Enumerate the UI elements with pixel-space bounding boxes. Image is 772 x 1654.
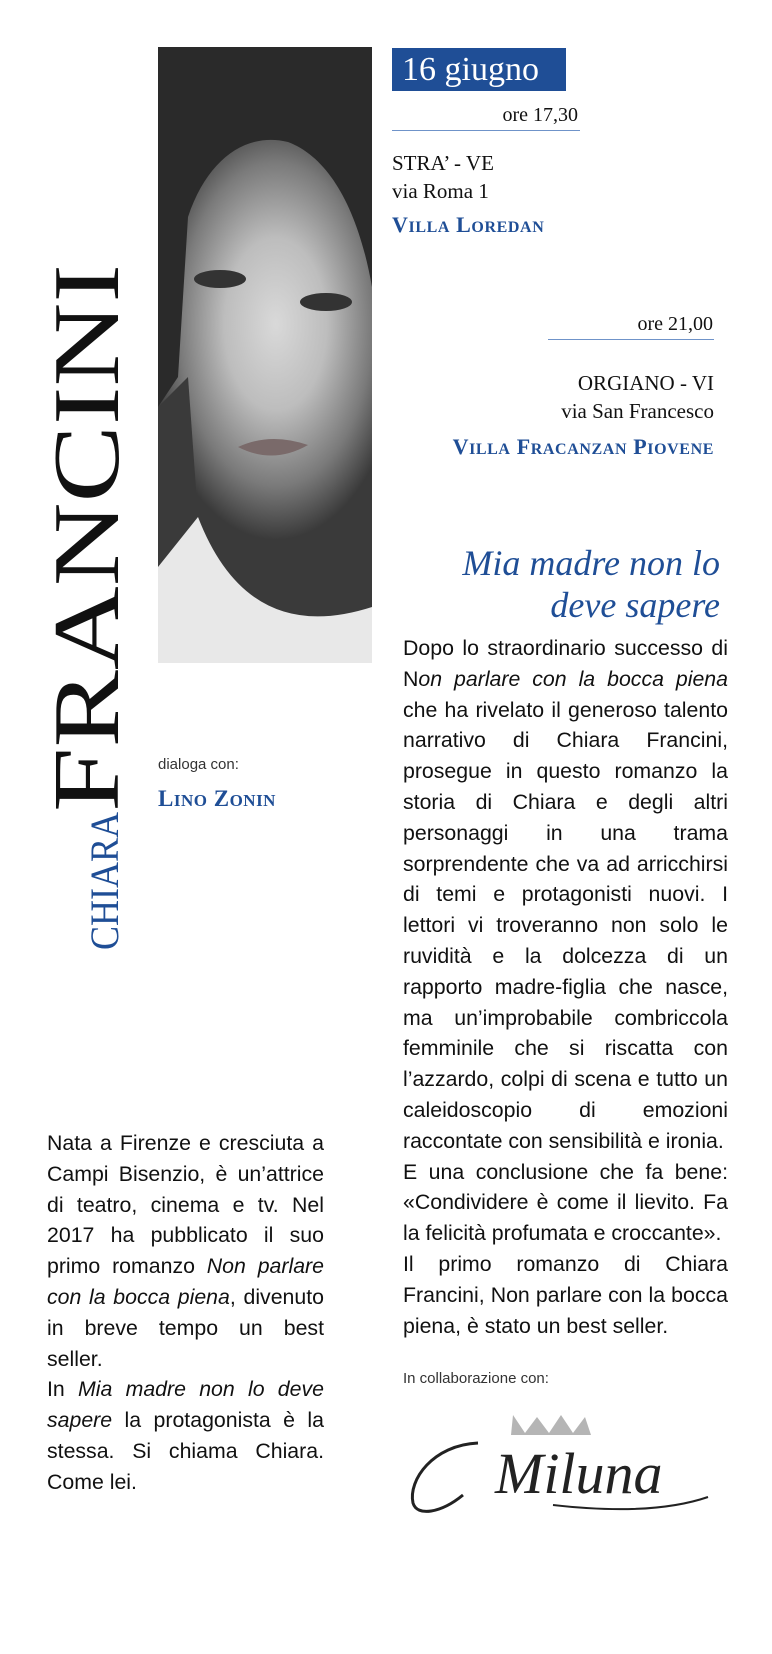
bio-paragraph: Nata a Firenze e cresciuta a Campi Bisenzio, è un’attrice di teatro, cinema e tv. Nel 2017 ha pubblicato il suo primo romanzo Non parlare con la bocca piena, divenuto in breve tempo un best seller. <box>47 1131 325 1371</box>
author-bio <box>47 1128 324 1498</box>
event2-town: ORGIANO - VI <box>577 371 714 395</box>
book-title: Mia madre non lo deve sapere <box>462 543 720 625</box>
book-description <box>403 633 728 1341</box>
event1-time: ore 17,30 <box>502 104 578 126</box>
event1-venue: VILLA LOREDAN <box>392 212 545 237</box>
event1-town: STRA’ - VE <box>392 151 494 175</box>
event2-address: via San Francesco <box>561 399 714 423</box>
event2-venue: VILLA FRACANZAN PIOVENE <box>452 434 714 459</box>
date-badge: 16 giugno <box>392 48 566 91</box>
event2-rule <box>548 339 714 340</box>
dialoga-label: dialoga con: <box>158 756 239 773</box>
event1-address: via Roma 1 <box>392 179 489 203</box>
bio-paragraph: In Mia madre non lo deve sapere la protagonista è la stessa. Si chiama Chiara. Come lei. <box>47 1377 324 1494</box>
author-first-name: CHIARA <box>82 796 127 950</box>
svg-text:Miluna: Miluna <box>495 1441 663 1506</box>
dialoga-guest-name: LINO ZONIN <box>158 786 276 811</box>
author-portrait <box>158 47 372 663</box>
description-paragraph: Il primo romanzo di Chiara Francini, Non parlare con la bocca piena, è stato un best seller. <box>403 1251 728 1338</box>
author-last-name: FRANCINI <box>35 368 139 812</box>
miluna-logo <box>403 1405 723 1520</box>
event2-time: ore 21,00 <box>637 313 713 335</box>
crown-icon <box>511 1415 591 1435</box>
description-paragraph: E una conclusione che fa bene: «Condividere è come il lievito. Fa la felicità profumata e croccante». <box>403 1159 728 1246</box>
description-paragraph: Dopo lo straordinario successo di Non parlare con la bocca piena che ha rivelato il generoso talento narrativo di Chiara Francini, prosegue in questo romanzo la storia di Chiara e degli altri personaggi in una trama sorprendente che va ad arricchirsi di temi e protagonisti nuovi. I lettori vi troveranno non solo le ruvidità e la dolcezza di un rapporto madre-figlia che nasce, ma un’improbabile combriccola femminile che si riscatta con l’azzardo, colpi di scena e tutto un caleidoscopio di emozioni raccontate con sensibilità e ironia. <box>403 636 728 1153</box>
author-vertical-name <box>0 0 140 1000</box>
event1-rule <box>392 130 580 131</box>
collaboration-label: In collaborazione con: <box>403 1370 549 1387</box>
